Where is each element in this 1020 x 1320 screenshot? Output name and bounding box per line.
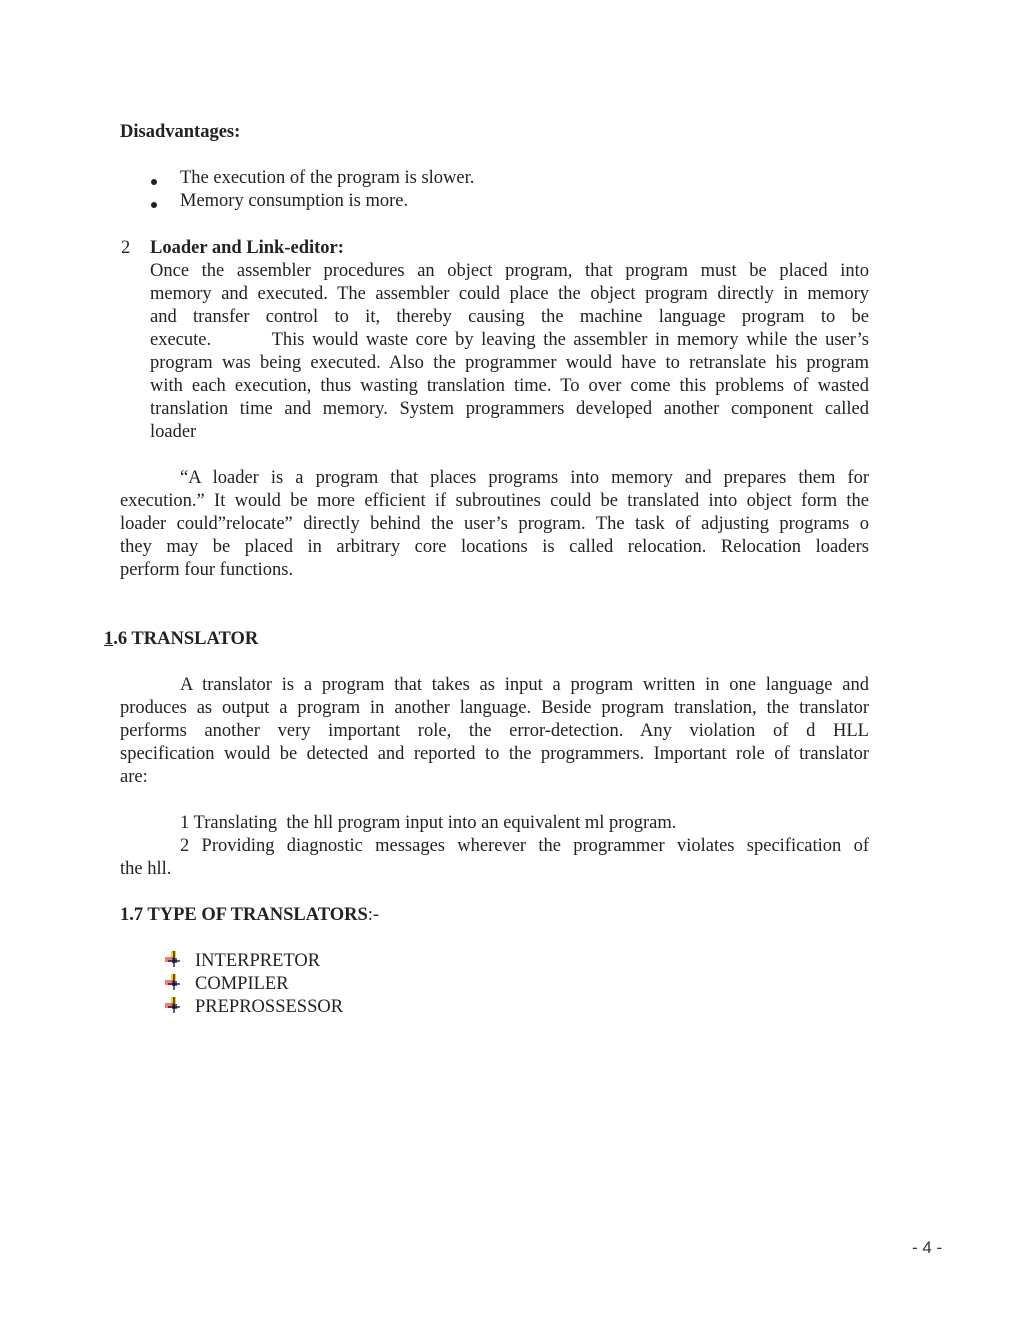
translator-type-item: PREPROSSESSOR (195, 997, 344, 1017)
heading-text: 1.7 TYPE OF TRANSLATORS (120, 905, 368, 925)
bullet-dot-icon (151, 202, 157, 208)
translator-type-item: INTERPRETOR (195, 951, 321, 971)
paragraph-line: loader (150, 422, 197, 442)
paragraph-line: they may be placed in arbitrary core locations is called relocation. Relocation loaders (120, 537, 869, 557)
section-number: 2 (121, 238, 131, 258)
translator-role-1: 1 Translating the hll program input into an equivalent ml program. (180, 813, 677, 833)
paragraph-line: perform four functions. (120, 560, 294, 580)
paragraph-line: execution.” It would be more efficient if subroutines could be translated into object form the (120, 491, 869, 511)
bullet-dot-icon (151, 179, 157, 185)
loader-definition-paragraph (120, 467, 869, 582)
translator-paragraph (120, 674, 869, 789)
translator-heading (104, 628, 258, 651)
page-number: - 4 - (912, 1238, 943, 1257)
heading-text: .6 TRANSLATOR (113, 629, 259, 649)
paragraph-line: loader could”relocate” directly behind the user’s program. The task of adjusting programs o (120, 514, 869, 534)
types-heading (120, 904, 379, 927)
paragraph-line: are: (120, 767, 148, 787)
paragraph-line: execute. This would waste core by leaving the assembler in memory while the user’s (150, 330, 869, 350)
heading-number: 1 (104, 629, 114, 649)
loader-paragraph (150, 260, 869, 444)
loader-heading: Loader and Link-editor: (150, 238, 344, 258)
paragraph-line: 2 Providing diagnostic messages wherever the programmer violates specification of (180, 836, 869, 856)
paragraph-line: and transfer control to it, thereby causing the machine language program to be (150, 307, 869, 327)
paragraph-line: specification would be detected and reported to the programmers. Important role of translator (120, 744, 869, 764)
disadvantage-item: The execution of the program is slower. (180, 168, 475, 188)
paragraph-line: performs another very important role, the error-detection. Any violation of d HLL (120, 721, 869, 741)
disadvantage-item: Memory consumption is more. (180, 191, 409, 211)
paragraph-line: produces as output a program in another language. Beside program translation, the translator (120, 698, 869, 718)
translator-type-item: COMPILER (195, 974, 289, 994)
paragraph-line: memory and executed. The assembler could place the object program directly in memory (150, 284, 869, 304)
paragraph-line: the hll. (120, 859, 172, 879)
paragraph-line: with each execution, thus wasting translation time. To over come this problems of wasted (150, 376, 869, 396)
arrow-bullet-icon (165, 974, 181, 990)
paragraph-line: program was being executed. Also the programmer would have to retranslate his program (150, 353, 869, 373)
paragraph-line: A translator is a program that takes as input a program written in one language and (180, 675, 869, 695)
translator-role-2 (120, 835, 869, 881)
paragraph-line: Once the assembler procedures an object program, that program must be placed into (150, 261, 869, 281)
disadvantages-heading: Disadvantages: (120, 122, 241, 142)
paragraph-line: translation time and memory. System programmers developed another component called (150, 399, 869, 419)
arrow-bullet-icon (165, 951, 181, 967)
heading-suffix: :- (367, 905, 380, 925)
paragraph-line: “A loader is a program that places programs into memory and prepares them for (180, 468, 869, 488)
arrow-bullet-icon (165, 997, 181, 1013)
